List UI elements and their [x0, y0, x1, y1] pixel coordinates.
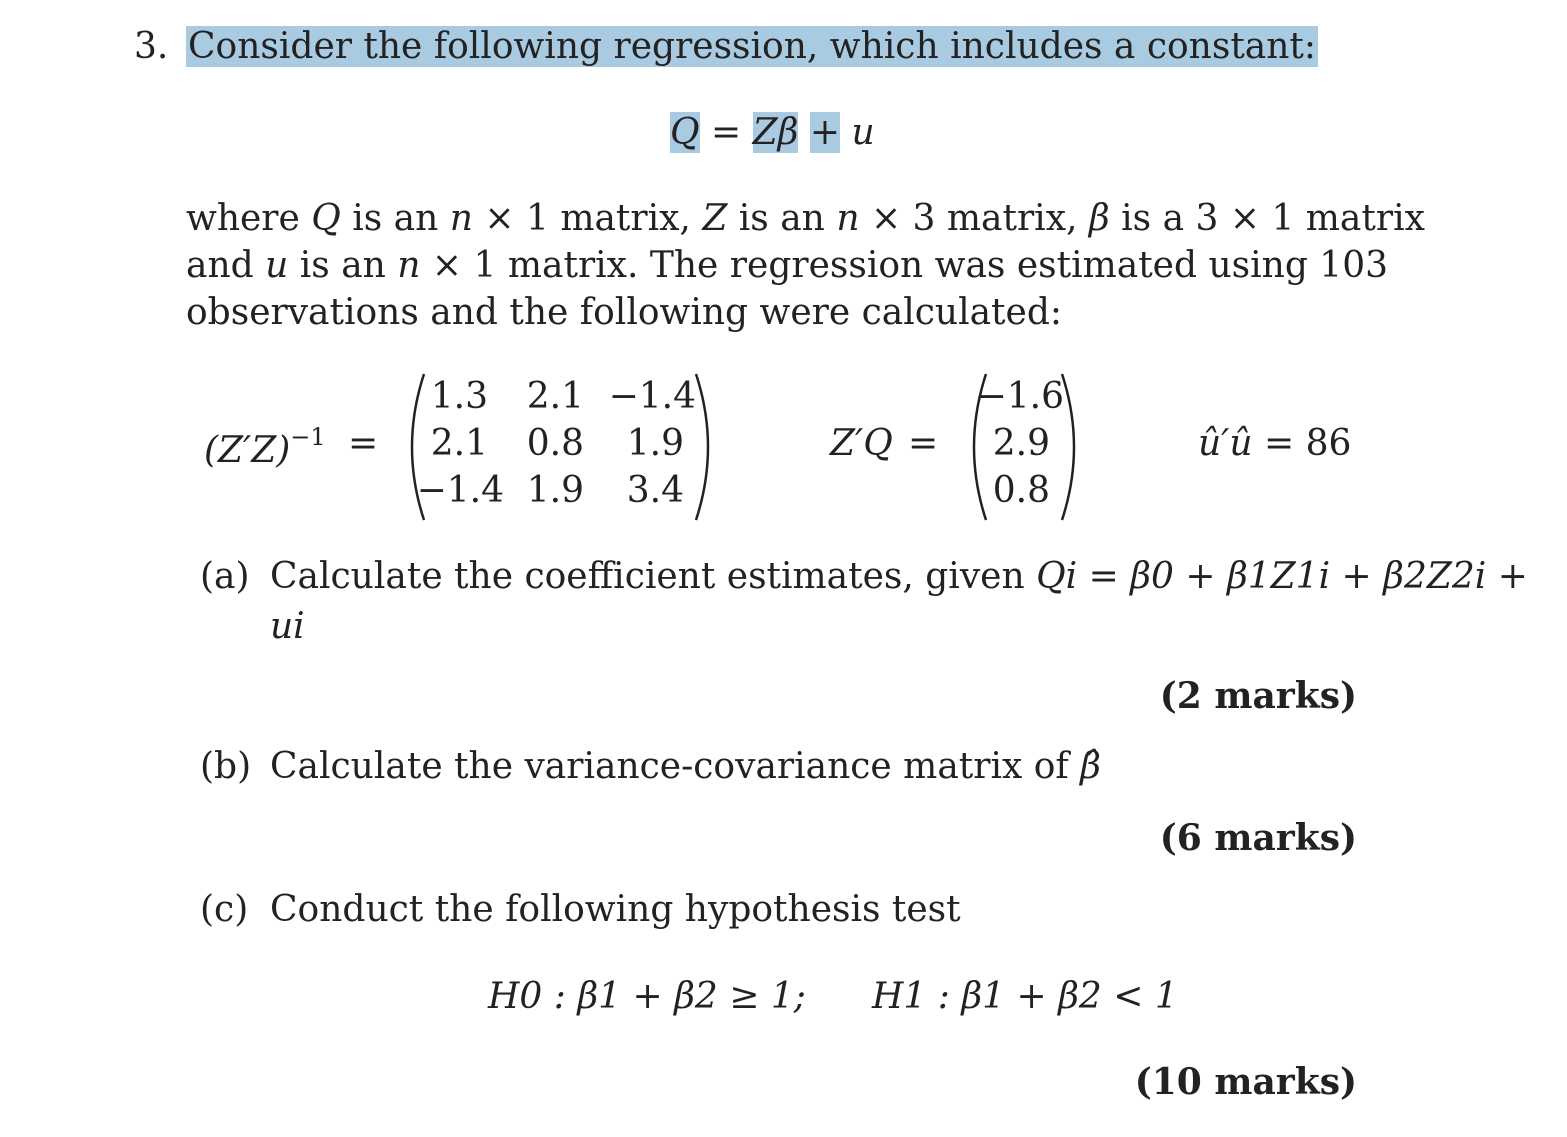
zq-label: Z′Q	[830, 423, 893, 464]
alternative-hypothesis: H1 : β1 + β2 < 1	[872, 976, 1178, 1017]
zq-equals: =	[908, 423, 939, 464]
residual-ss	[1198, 423, 1351, 464]
model-equals: =	[710, 112, 742, 153]
question-number: 3.	[134, 26, 169, 67]
uu-equals: =	[1264, 423, 1295, 464]
part-c-text: Conduct the following hypothesis test	[270, 889, 961, 930]
vector-cell: −1.6	[976, 376, 1064, 417]
zz-right-paren	[692, 372, 722, 522]
null-hypothesis: H0 : β1 + β2 ≥ 1;	[488, 976, 806, 1017]
model-z: Z	[752, 112, 778, 153]
part-b-marks: (6 marks)	[1159, 817, 1357, 859]
matrix-cell: −1.4	[416, 470, 504, 511]
where-line-2: and u is an n × 1 matrix. The regression was estimated using 103	[186, 245, 1389, 286]
where-line-1: where Q is an n × 1 matrix, Z is an n × 3 matrix, β is a 3 × 1 matrix	[186, 198, 1425, 239]
zq-right-paren	[1058, 372, 1088, 522]
beta-hat: β̂	[1080, 746, 1101, 787]
part-c-marks: (10 marks)	[1134, 1061, 1357, 1103]
part-b-label: (b)	[200, 746, 252, 787]
model-u: u	[851, 112, 875, 153]
vector-cell: 2.9	[992, 423, 1050, 464]
matrix-cell: −1.4	[608, 376, 696, 417]
part-a-text: Calculate the coefficient estimates, given	[270, 556, 1037, 597]
model-beta: β	[777, 112, 799, 153]
model-plus: +	[809, 112, 841, 153]
matrix-cell: 1.9	[626, 423, 684, 464]
matrix-cell: 2.1	[430, 423, 488, 464]
where-line-3: observations and the following were calculated:	[186, 292, 1062, 333]
part-b-line	[270, 746, 1101, 787]
part-a-marks: (2 marks)	[1159, 675, 1357, 717]
uu-value: 86	[1305, 423, 1352, 464]
uu-label: û′û	[1198, 423, 1253, 464]
matrix-cell: 2.1	[526, 376, 584, 417]
part-a-label: (a)	[200, 556, 250, 597]
part-b-text: Calculate the variance-covariance matrix of	[270, 746, 1081, 787]
zz-inverse-equals: =	[348, 423, 379, 464]
matrix-cell: 1.9	[526, 470, 584, 511]
matrix-cell: 3.4	[626, 470, 684, 511]
part-a-line	[270, 556, 1528, 597]
zz-inverse-label: $(Z'Z)^{-1}$	[204, 423, 326, 471]
part-c-label: (c)	[200, 889, 249, 930]
vector-cell: 0.8	[992, 470, 1050, 511]
question-intro: Consider the following regression, which includes a constant:	[188, 26, 1317, 67]
part-a-continuation: ui	[270, 606, 305, 647]
model-equation	[670, 112, 875, 153]
model-q: Q	[670, 112, 700, 153]
part-a-equation: Qi = β0 + β1Z1i + β2Z2i +	[1036, 556, 1528, 597]
matrix-cell: 1.3	[430, 376, 488, 417]
matrix-cell: 0.8	[526, 423, 584, 464]
